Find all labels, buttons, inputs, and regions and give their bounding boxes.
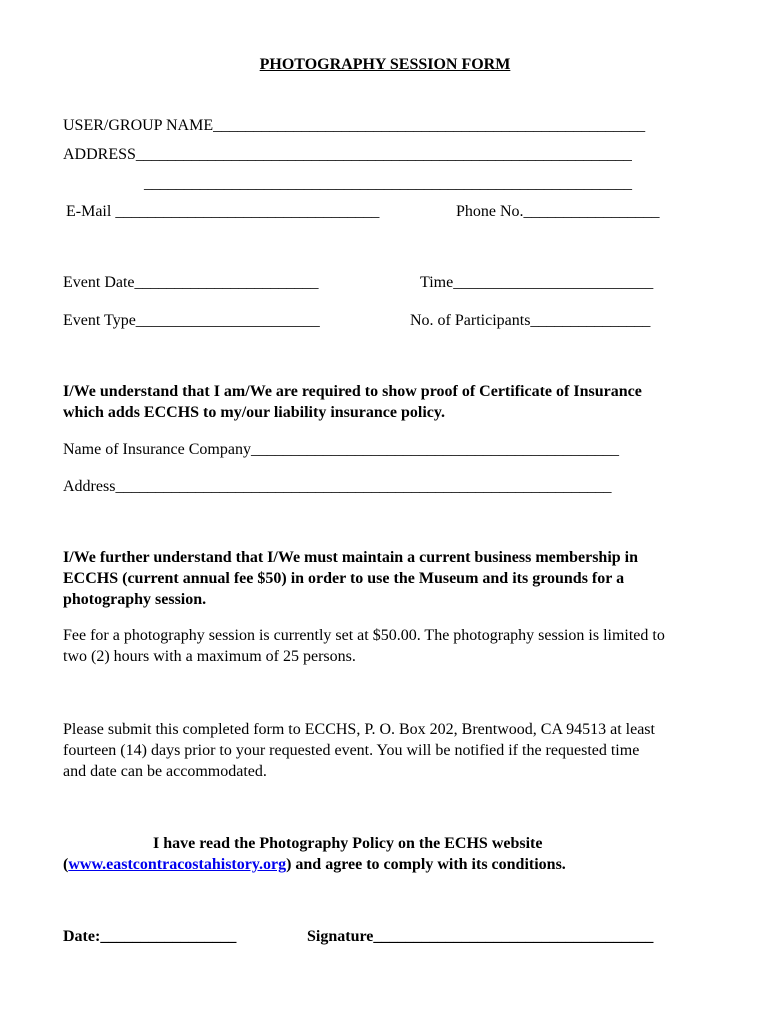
policy-agreement — [63, 833, 566, 875]
submission-line: fourteen (14) days prior to your requested event. You will be notified if the requested time — [63, 742, 640, 759]
insurance-company-field[interactable]: Name of Insurance Company______________________________________________ — [63, 441, 619, 458]
address-field[interactable]: ADDRESS______________________________________________________________ — [63, 146, 632, 163]
event-type-field[interactable]: Event Type_______________________ — [63, 312, 320, 329]
policy-line-rest: ) and agree to comply with its conditions. — [286, 856, 566, 873]
policy-line-2 — [63, 854, 566, 875]
membership-statement-line: ECCHS (current annual fee $50) in order to use the Museum and its grounds for a — [63, 570, 625, 587]
participants-field[interactable]: No. of Participants_______________ — [410, 312, 651, 329]
fee-line: Fee for a photography session is currently set at $50.00. The photography session is limited to — [63, 627, 665, 644]
address-line2-field[interactable]: _____________________________________________________________ — [144, 175, 632, 192]
signature-field[interactable]: Signature___________________________________ — [307, 928, 654, 945]
insurance-statement-line: which adds ECCHS to my/our liability insurance policy. — [63, 404, 445, 421]
fee-line: two (2) hours with a maximum of 25 persons. — [63, 648, 356, 665]
website-link[interactable]: www.eastcontracostahistory.org — [68, 856, 287, 873]
submission-paragraph — [63, 719, 655, 782]
email-field[interactable]: E-Mail _________________________________ — [66, 203, 380, 220]
date-field[interactable]: Date:_________________ — [63, 928, 237, 945]
policy-line: I have read the Photography Policy on the ECHS website — [153, 835, 543, 852]
insurance-statement-line: I/We understand that I am/We are required to show proof of Certificate of Insurance — [63, 383, 642, 400]
fee-paragraph — [63, 625, 665, 667]
phone-field[interactable]: Phone No._________________ — [456, 203, 660, 220]
user-group-name-field[interactable]: USER/GROUP NAME______________________________________________________ — [63, 117, 646, 134]
time-field[interactable]: Time_________________________ — [420, 274, 654, 291]
membership-statement-line: photography session. — [63, 591, 207, 608]
membership-statement-line: I/We further understand that I/We must maintain a current business membership in — [63, 549, 639, 566]
insurance-statement — [63, 381, 642, 423]
submission-line: Please submit this completed form to ECCHS, P. O. Box 202, Brentwood, CA 94513 at least — [63, 721, 655, 738]
membership-statement — [63, 547, 638, 610]
open-paren: ( — [63, 856, 69, 873]
submission-line: and date can be accommodated. — [63, 763, 267, 780]
event-date-field[interactable]: Event Date_______________________ — [63, 274, 319, 291]
insurance-address-field[interactable]: Address______________________________________________________________ — [63, 478, 612, 495]
form-title: PHOTOGRAPHY SESSION FORM — [259, 56, 511, 73]
